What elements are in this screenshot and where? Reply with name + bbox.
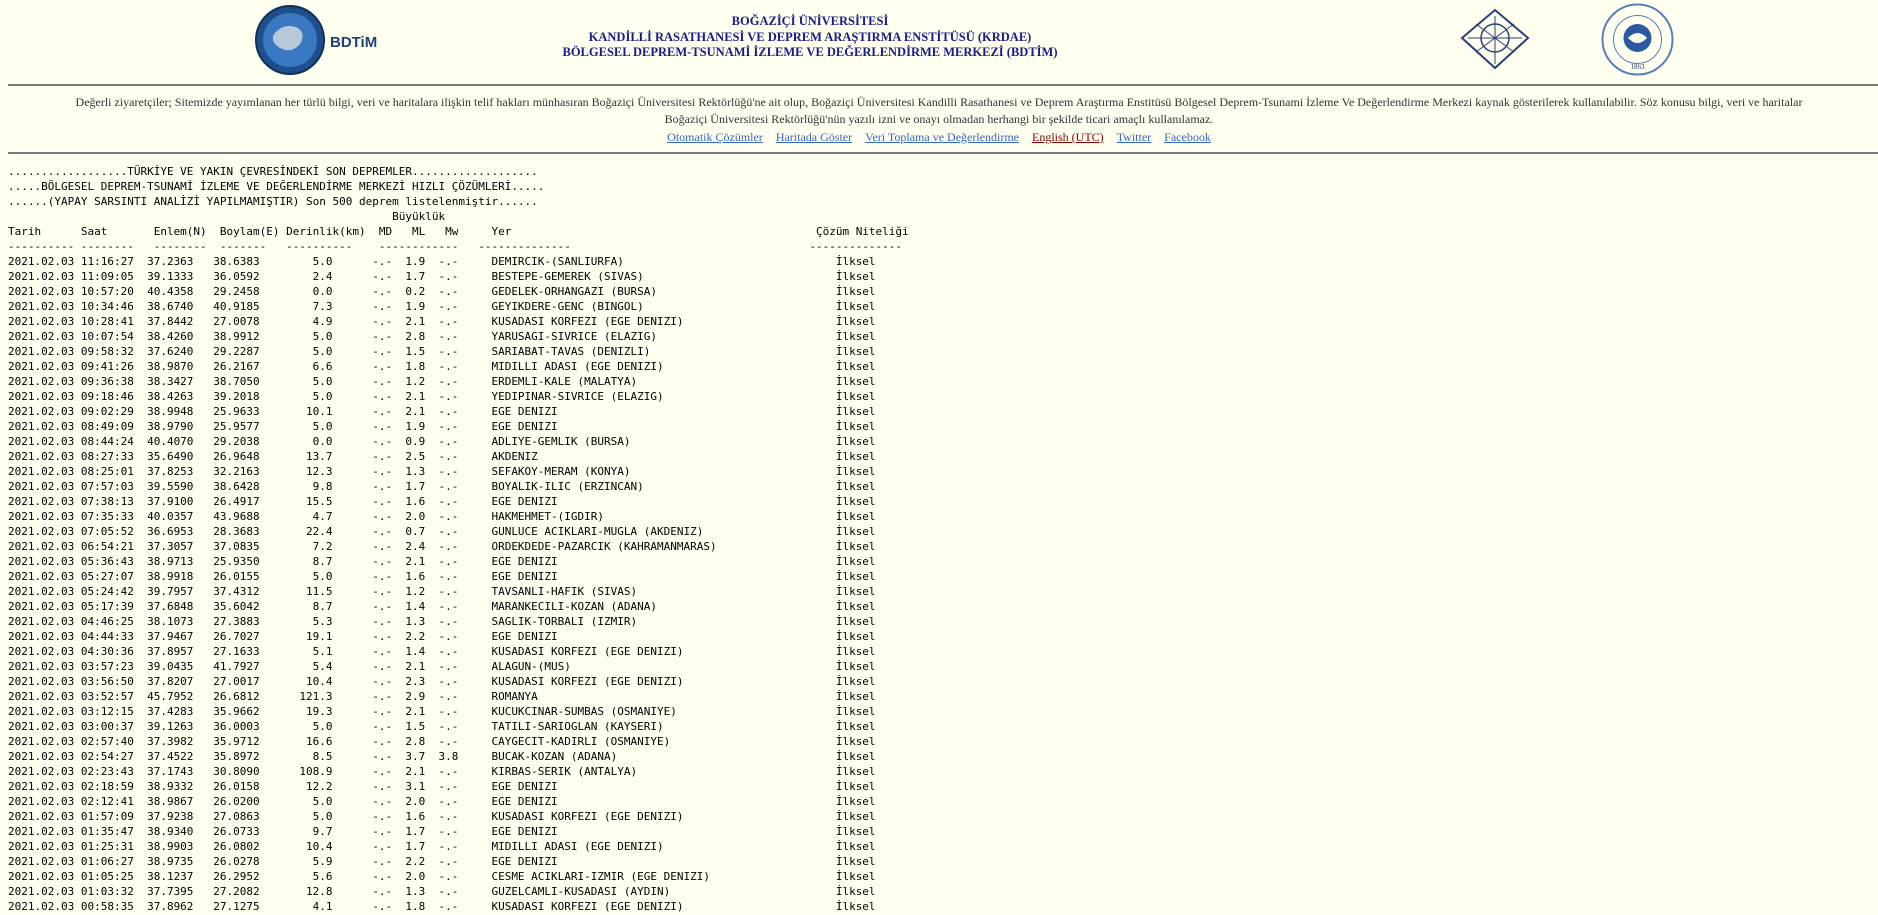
institute-title: KANDİLLİ RASATHANESİ VE DEPREM ARAŞTIRMA ENSTİTÜSÜ (KRDAE)	[588, 29, 1032, 44]
notice-line-1: Değerli ziyaretçiler; Sitemizde yayımlanan her türlü bilgi, veri ve haritalara ilişkin telif hakları münhasıran Boğaziçi Üniversitesi Rektörlüğü'ne ait olup, Boğaziçi Üniversitesi Kandilli Rasathanesi ve Deprem Araştırma Enstitüsü Bölgesel Deprem-Tsunami İzleme Ve Değerlendirme Merkezi kaynak gösterilerek kullanılabilir. Söz konusu bilgi, veri ve haritalar	[75, 95, 1803, 109]
earthquake-list	[8, 164, 1878, 914]
table-row: 2021.02.03 08:44:24 40.4070 29.2038 0.0 -.- 0.9 -.- ADLIYE-GEMLIK (BURSA) İlksel	[8, 435, 876, 448]
table-row: 2021.02.03 10:57:20 40.4358 29.2458 0.0 -.- 0.2 -.- GEDELEK-ORHANGAZI (BURSA) İlksel	[8, 285, 876, 298]
table-row: 2021.02.03 09:18:46 38.4263 39.2018 5.0 -.- 2.1 -.- YEDIPINAR-SIVRICE (ELAZIG) İlksel	[8, 390, 876, 403]
header-underline: ---------- -------- -------- ------- ---------- ------------ -------------- --------------	[8, 240, 903, 253]
table-row: 2021.02.03 10:07:54 38.4260 38.9912 5.0 -.- 2.8 -.- YARUSAGI-SIVRICE (ELAZIG) İlksel	[8, 330, 876, 343]
list-subtitle: .....BÖLGESEL DEPREM-TSUNAMİ İZLEME VE DEĞERLENDİRME MERKEZİ HIZLI ÇÖZÜMLERİ.....	[8, 180, 545, 193]
table-row: 2021.02.03 07:38:13 37.9100 26.4917 15.5 -.- 1.6 -.- EGE DENIZI İlksel	[8, 495, 876, 508]
table-row: 2021.02.03 03:00:37 39.1263 36.0003 5.0 -.- 1.5 -.- TATILI-SARIOGLAN (KAYSERI) İlksel	[8, 720, 876, 733]
column-headers: Tarih Saat Enlem(N) Boylam(E) Derinlik(km) MD ML Mw Yer Çözüm Niteliği	[8, 225, 909, 238]
table-row: 2021.02.03 08:27:33 35.6490 26.9648 13.7 -.- 2.5 -.- AKDENIZ İlksel	[8, 450, 876, 463]
table-row: 2021.02.03 00:58:35 37.8962 27.1275 4.1 -.- 1.8 -.- KUSADASI KORFEZI (EGE DENIZI) İlksel	[8, 900, 876, 913]
table-row: 2021.02.03 10:34:46 38.6740 40.9185 7.3 -.- 1.9 -.- GEYIKDERE-GENC (BINGOL) İlksel	[8, 300, 876, 313]
table-row: 2021.02.03 03:12:15 37.4283 35.9662 19.3 -.- 2.1 -.- KUCUKCINAR-SUMBAS (OSMANIYE) İlksel	[8, 705, 876, 718]
page-header	[0, 0, 1878, 84]
table-row: 2021.02.03 03:56:50 37.8207 27.0017 10.4 -.- 2.3 -.- KUSADASI KORFEZI (EGE DENIZI) İlksel	[8, 675, 876, 688]
table-row: 2021.02.03 05:24:42 39.7957 37.4312 11.5 -.- 1.2 -.- TAVSANLI-HAFIK (SIVAS) İlksel	[8, 585, 876, 598]
table-row: 2021.02.03 04:46:25 38.1073 27.3883 5.3 -.- 1.3 -.- SAGLIK-TORBALI (IZMIR) İlksel	[8, 615, 876, 628]
table-row: 2021.02.03 02:12:41 38.9867 26.0200 5.0 -.- 2.0 -.- EGE DENIZI İlksel	[8, 795, 876, 808]
table-row: 2021.02.03 05:27:07 38.9918 26.0155 5.0 -.- 1.6 -.- EGE DENIZI İlksel	[8, 570, 876, 583]
table-row: 2021.02.03 01:03:32 37.7395 27.2082 12.8 -.- 1.3 -.- GUZELCAMLI-KUSADASI (AYDIN) İlksel	[8, 885, 876, 898]
table-row: 2021.02.03 01:05:25 38.1237 26.2952 5.6 -.- 2.0 -.- CESME ACIKLARI-IZMIR (EGE DENIZI) İlksel	[8, 870, 876, 883]
table-row: 2021.02.03 07:05:52 36.6953 28.3683 22.4 -.- 0.7 -.- GUNLUCE ACIKLARI-MUGLA (AKDENIZ) İlksel	[8, 525, 876, 538]
logo-text: BDTiM	[330, 34, 378, 51]
table-row: 2021.02.03 01:35:47 38.9340 26.0733 9.7 -.- 1.7 -.- EGE DENIZI İlksel	[8, 825, 876, 838]
table-row: 2021.02.03 08:49:09 38.9790 25.9577 5.0 -.- 1.9 -.- EGE DENIZI İlksel	[8, 420, 876, 433]
table-row: 2021.02.03 10:28:41 37.8442 27.0078 4.9 -.- 2.1 -.- KUSADASI KORFEZI (EGE DENIZI) İlksel	[8, 315, 876, 328]
table-row: 2021.02.03 05:36:43 38.9713 25.9350 8.7 -.- 2.1 -.- EGE DENIZI İlksel	[8, 555, 876, 568]
seal-year: 1863	[1630, 63, 1645, 71]
krdae-logo[interactable]	[1458, 6, 1532, 72]
table-row: 2021.02.03 01:06:27 38.9735 26.0278 5.9 -.- 2.2 -.- EGE DENIZI İlksel	[8, 855, 876, 868]
list-note: ......(YAPAY SARSINTI ANALİZİ YAPILMAMIŞTIR) Son 500 deprem listelenmiştir......	[8, 195, 538, 208]
bdtim-logo[interactable]	[254, 4, 380, 76]
table-row: 2021.02.03 09:36:38 38.3427 38.7050 5.0 -.- 1.2 -.- ERDEMLI-KALE (MALATYA) İlksel	[8, 375, 876, 388]
link-twitter[interactable]: Twitter	[1116, 130, 1152, 144]
table-row: 2021.02.03 09:02:29 38.9948 25.9633 10.1 -.- 2.1 -.- EGE DENIZI İlksel	[8, 405, 876, 418]
table-row: 2021.02.03 04:44:33 37.9467 26.7027 19.1 -.- 2.2 -.- EGE DENIZI İlksel	[8, 630, 876, 643]
bogazici-seal[interactable]	[1600, 2, 1675, 77]
bottom-divider	[8, 152, 1878, 154]
table-row: 2021.02.03 02:57:40 37.3982 35.9712 16.6 -.- 2.8 -.- CAYGECIT-KADIRLI (OSMANIYE) İlksel	[8, 735, 876, 748]
table-row: 2021.02.03 06:54:21 37.3057 37.0835 7.2 -.- 2.4 -.- ORDEKDEDE-PAZARCIK (KAHRAMANMARAS) İlksel	[8, 540, 876, 553]
notice-line-2: Boğaziçi Üniversitesi Rektörlüğü'nün yazılı izni ve onayı olmadan herhangi bir şekilde ticari amaçlı kullanılamaz.	[664, 112, 1214, 126]
table-row: 2021.02.03 05:17:39 37.6848 35.6042 8.7 -.- 1.4 -.- MARANKECILI-KOZAN (ADANA) İlksel	[8, 600, 876, 613]
table-row: 2021.02.03 01:57:09 37.9238 27.0863 5.0 -.- 1.6 -.- KUSADASI KORFEZI (EGE DENIZI) İlksel	[8, 810, 876, 823]
table-row: 2021.02.03 02:54:27 37.4522 35.8972 8.5 -.- 3.7 3.8 BUCAK-KOZAN (ADANA) İlksel	[8, 750, 876, 763]
nav-links	[0, 129, 1878, 145]
table-row: 2021.02.03 02:18:59 38.9332 26.0158 12.2 -.- 3.1 -.- EGE DENIZI İlksel	[8, 780, 876, 793]
table-row: 2021.02.03 08:25:01 37.8253 32.2163 12.3 -.- 1.3 -.- SEFAKOY-MERAM (KONYA) İlksel	[8, 465, 876, 478]
link-english[interactable]: English (UTC)	[1032, 130, 1104, 144]
center-title: BÖLGESEL DEPREM-TSUNAMİ İZLEME VE DEĞERLENDİRME MERKEZİ (BDTİM)	[562, 45, 1058, 59]
magnitude-header: Büyüklük	[8, 210, 446, 223]
table-row: 2021.02.03 07:57:03 39.5590 38.6428 9.8 -.- 1.7 -.- BOYALIK-ILIC (ERZINCAN) İlksel	[8, 480, 876, 493]
link-automatic-solutions[interactable]: Otomatik Çözümler	[667, 130, 763, 144]
top-divider	[8, 84, 1878, 86]
link-facebook[interactable]: Facebook	[1164, 130, 1211, 144]
table-row: 2021.02.03 11:16:27 37.2363 38.6383 5.0 -.- 1.9 -.- DEMIRCIK-(SANLIURFA) İlksel	[8, 255, 876, 268]
table-row: 2021.02.03 03:52:57 45.7952 26.6812 121.3 -.- 2.9 -.- ROMANYA İlksel	[8, 690, 876, 703]
table-row: 2021.02.03 02:23:43 37.1743 30.8090 108.9 -.- 2.1 -.- KIRBAS-SERIK (ANTALYA) İlksel	[8, 765, 876, 778]
table-row: 2021.02.03 09:58:32 37.6240 29.2287 5.0 -.- 1.5 -.- SARIABAT-TAVAS (DENIZLI) İlksel	[8, 345, 876, 358]
university-title: BOĞAZİÇİ ÜNİVERSİTESİ	[731, 14, 889, 28]
link-show-on-map[interactable]: Haritada Göster	[775, 130, 853, 144]
link-data-collection[interactable]: Veri Toplama ve Değerlendirme	[865, 130, 1020, 144]
table-row: 2021.02.03 04:30:36 37.8957 27.1633 5.1 -.- 1.4 -.- KUSADASI KORFEZI (EGE DENIZI) İlksel	[8, 645, 876, 658]
copyright-notice	[0, 94, 1878, 128]
table-row: 2021.02.03 09:41:26 38.9870 26.2167 6.6 -.- 1.8 -.- MIDILLI ADASI (EGE DENIZI) İlksel	[8, 360, 876, 373]
header-titles	[560, 14, 1060, 61]
table-row: 2021.02.03 11:09:05 39.1333 36.0592 2.4 -.- 1.7 -.- BESTEPE-GEMEREK (SIVAS) İlksel	[8, 270, 876, 283]
table-row: 2021.02.03 03:57:23 39.0435 41.7927 5.4 -.- 2.1 -.- ALAGUN-(MUS) İlksel	[8, 660, 876, 673]
table-row: 2021.02.03 07:35:33 40.0357 43.9688 4.7 -.- 2.0 -.- HAKMEHMET-(IGDIR) İlksel	[8, 510, 876, 523]
list-title: ..................TÜRKİYE VE YAKIN ÇEVRESİNDEKİ SON DEPREMLER...................	[8, 165, 538, 178]
table-row: 2021.02.03 01:25:31 38.9903 26.0802 10.4 -.- 1.7 -.- MIDILLI ADASI (EGE DENIZI) İlksel	[8, 840, 876, 853]
